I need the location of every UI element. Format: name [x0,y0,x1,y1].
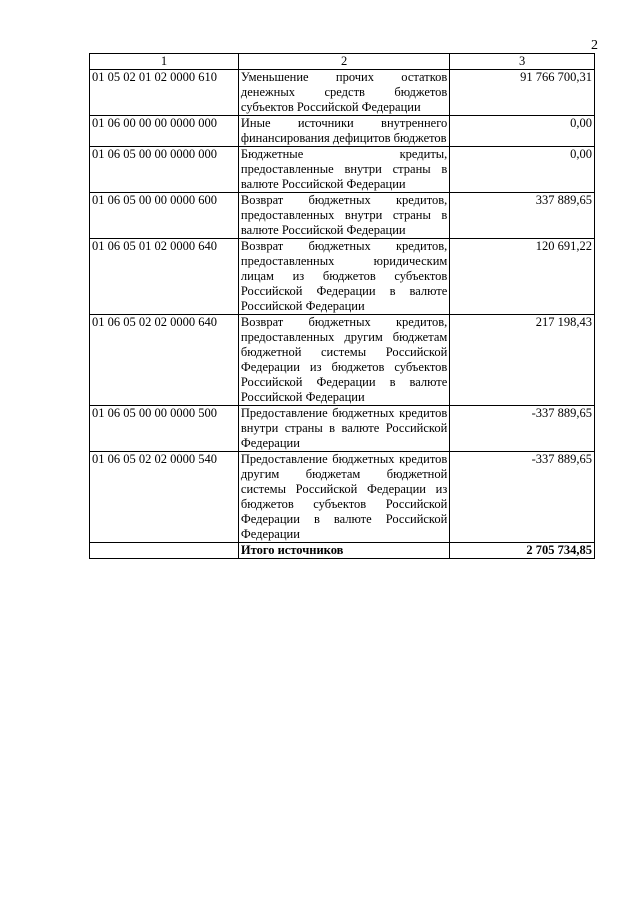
budget-code: 01 05 02 01 02 0000 610 [90,70,239,116]
column-header-amount: 3 [450,54,595,70]
item-amount: 0,00 [450,116,595,147]
total-row [90,543,595,559]
column-header-name: 2 [238,54,449,70]
item-name: Бюджетные кредиты, предоставленные внутри страны в валюте Российской Федерации [238,147,449,193]
table-row [90,315,595,406]
table-row [90,70,595,116]
item-amount: 0,00 [450,147,595,193]
item-name: Возврат бюджетных кредитов, предоставленных юридическим лицам из бюджетов субъектов Российской Федерации в валюте Российской Федерации [238,239,449,315]
item-amount: 337 889,65 [450,193,595,239]
total-label: Итого источников [238,543,449,559]
item-amount: -337 889,65 [450,406,595,452]
item-name: Предоставление бюджетных кредитов другим бюджетам бюджетной системы Российской Федерации из бюджетов субъектов Российской Федерации в валюте Российской Федерации [238,452,449,543]
sources-table [89,53,595,559]
budget-code: 01 06 05 02 02 0000 540 [90,452,239,543]
table-row [90,193,595,239]
item-name: Возврат бюджетных кредитов, предоставленных внутри страны в валюте Российской Федерации [238,193,449,239]
table-row [90,406,595,452]
table-row [90,147,595,193]
budget-code: 01 06 05 02 02 0000 640 [90,315,239,406]
item-amount: 91 766 700,31 [450,70,595,116]
item-amount: 217 198,43 [450,315,595,406]
table-row [90,239,595,315]
table-row [90,452,595,543]
page-number: 2 [591,38,598,53]
table-row [90,116,595,147]
item-name: Иные источники внутреннего финансирования дефицитов бюджетов [238,116,449,147]
budget-code: 01 06 05 00 00 0000 600 [90,193,239,239]
header-row [90,54,595,70]
budget-code: 01 06 00 00 00 0000 000 [90,116,239,147]
total-amount: 2 705 734,85 [450,543,595,559]
item-amount: -337 889,65 [450,452,595,543]
item-name: Возврат бюджетных кредитов, предоставленных другим бюджетам бюджетной системы Российской Федерации из бюджетов субъектов Российской Федерации в валюте Российской Федерации [238,315,449,406]
item-name: Уменьшение прочих остатков денежных средств бюджетов субъектов Российской Федерации [238,70,449,116]
item-name: Предоставление бюджетных кредитов внутри страны в валюте Российской Федерации [238,406,449,452]
budget-code: 01 06 05 00 00 0000 000 [90,147,239,193]
total-code [90,543,239,559]
budget-code: 01 06 05 01 02 0000 640 [90,239,239,315]
budget-code: 01 06 05 00 00 0000 500 [90,406,239,452]
column-header-code: 1 [90,54,239,70]
item-amount: 120 691,22 [450,239,595,315]
